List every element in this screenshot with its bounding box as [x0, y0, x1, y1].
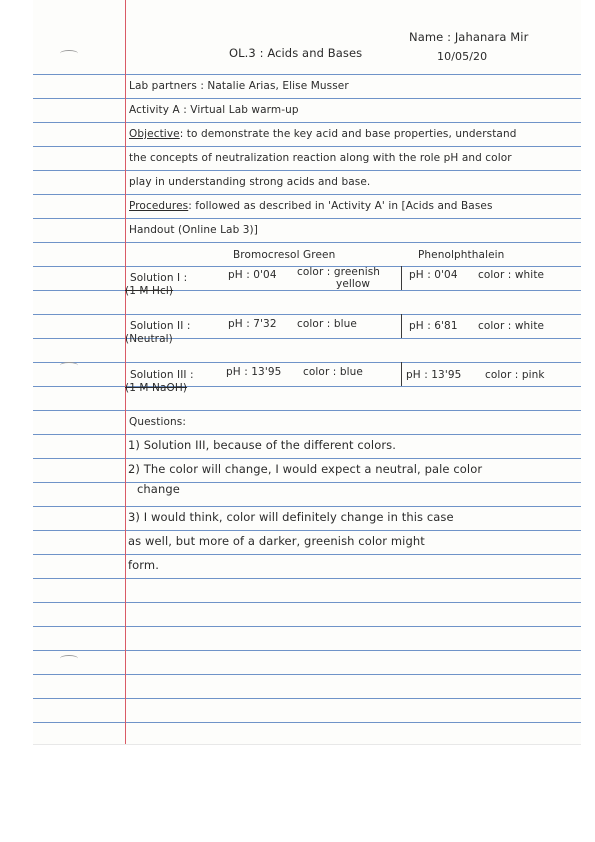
solution-2-ph-color: color : white: [478, 320, 545, 332]
solution-3-sub: (1 M NaOH): [125, 382, 188, 394]
student-name: Name : Jahanara Mir: [409, 30, 529, 44]
solution-3-ph-ph: pH : 13'95: [406, 369, 462, 381]
binder-hole: [60, 362, 78, 369]
answer-2: 2) The color will change, I would expect a neutral, pale color: [128, 462, 483, 476]
ruled-line: [33, 218, 581, 219]
header-phenolphthalein: Phenolphthalein: [418, 249, 505, 261]
procedures-line-1: [129, 200, 493, 213]
answer-2-cont: change: [137, 482, 180, 496]
solution-2-name: Solution II :: [130, 320, 191, 332]
ruled-line: [33, 386, 581, 387]
solution-2-sub: (Neutral): [125, 333, 173, 345]
header-bromocresol-green: Bromocresol Green: [233, 249, 336, 261]
ruled-line: [33, 602, 581, 603]
solution-1-sub: (1 M Hcl): [125, 285, 174, 297]
binder-hole: [60, 50, 78, 57]
table-divider: [401, 314, 402, 338]
solution-3-ph-color: color : pink: [485, 369, 545, 381]
ruled-line: [33, 170, 581, 171]
solution-1-ph-color: color : white: [478, 269, 545, 281]
ruled-line: [33, 722, 581, 723]
procedures-line-2: Handout (Online Lab 3)]: [129, 224, 258, 236]
table-divider: [401, 362, 402, 386]
ruled-line: [33, 362, 581, 363]
ruled-line: [33, 482, 581, 483]
margin-line: [125, 0, 126, 744]
solution-1-ph-ph: pH : 0'04: [409, 269, 458, 281]
activity-title: Activity A : Virtual Lab warm-up: [129, 104, 299, 116]
solution-1-bg-color: color : greenish: [297, 266, 381, 278]
objective-line-2: the concepts of neutralization reaction along with the role pH and color: [129, 152, 512, 164]
ruled-line: [33, 194, 581, 195]
ruled-line: [33, 290, 581, 291]
ruled-line: [33, 674, 581, 675]
ruled-line: [33, 650, 581, 651]
ruled-line: [33, 410, 581, 411]
ruled-line: [33, 530, 581, 531]
ruled-line: [33, 242, 581, 243]
table-divider: [401, 266, 402, 290]
objective-label: Objective: [129, 128, 180, 140]
solution-3-bg-ph: pH : 13'95: [226, 366, 282, 378]
ruled-line: [33, 578, 581, 579]
binder-hole: [60, 655, 78, 662]
ruled-line: [33, 338, 581, 339]
solution-2-ph-ph: pH : 6'81: [409, 320, 458, 332]
ruled-line: [33, 458, 581, 459]
ruled-line: [33, 74, 581, 75]
notebook-page: [33, 0, 581, 744]
solution-2-bg-color: color : blue: [297, 318, 357, 330]
objective-line-3: play in understanding strong acids and base.: [129, 176, 371, 188]
answer-1: 1) Solution III, because of the different colors.: [128, 438, 397, 452]
ruled-line: [33, 314, 581, 315]
ruled-line: [33, 626, 581, 627]
ruled-line: [33, 698, 581, 699]
procedures-text: : followed as described in 'Activity A' in [Acids and Bases: [188, 200, 493, 212]
questions-label: Questions:: [129, 416, 186, 428]
answer-3-end: form.: [128, 558, 159, 572]
solution-2-bg-ph: pH : 7'32: [228, 318, 277, 330]
ruled-line: [33, 146, 581, 147]
objective-line-1: [129, 128, 516, 141]
page-edge: [33, 744, 581, 745]
ruled-line: [33, 554, 581, 555]
page-title: OL.3 : Acids and Bases: [229, 46, 363, 60]
answer-3: 3) I would think, color will definitely change in this case: [128, 510, 454, 524]
ruled-line: [33, 98, 581, 99]
solution-1-bg-ph: pH : 0'04: [228, 269, 277, 281]
date: 10/05/20: [437, 50, 488, 63]
solution-3-name: Solution III :: [130, 369, 194, 381]
ruled-line: [33, 434, 581, 435]
objective-text: : to demonstrate the key acid and base properties, understand: [179, 128, 517, 140]
solution-3-bg-color: color : blue: [303, 366, 363, 378]
lab-partners: Lab partners : Natalie Arias, Elise Musser: [129, 80, 349, 92]
solution-1-bg-color-cont: yellow: [336, 278, 371, 290]
ruled-line: [33, 506, 581, 507]
procedures-label: Procedures: [129, 200, 189, 212]
answer-3-cont: as well, but more of a darker, greenish color might: [128, 534, 425, 548]
ruled-line: [33, 122, 581, 123]
solution-1-name: Solution I :: [130, 272, 188, 284]
